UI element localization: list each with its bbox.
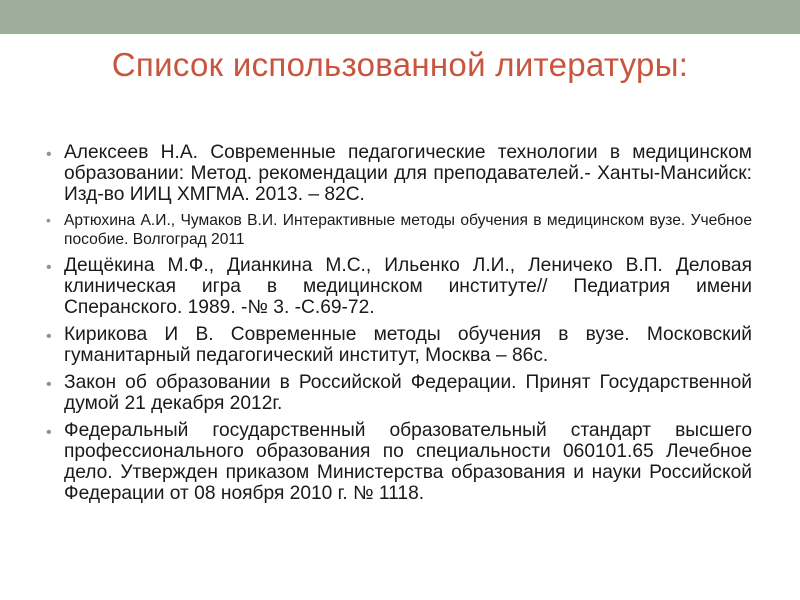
reference-text: Артюхина А.И., Чумаков В.И. Интерактивные методы обучения в медицинском вузе. Учебное пособие. Волгоград 2011 (64, 212, 752, 248)
reference-text: Алексеев Н.А. Современные педагогические технологии в медицинском образовании: Метод. рекомендации для преподавателей.- Ханты-Мансийск: Изд-во ИИЦ ХМГМА. 2013. – 82С. (64, 142, 752, 205)
reference-item (46, 211, 752, 249)
reference-item (46, 255, 752, 318)
bullet-icon: • (46, 424, 52, 441)
bullet-icon: • (46, 259, 52, 276)
reference-text: Федеральный государственный образовательный стандарт высшего профессионального образования по специальности 060101.65 Лечебное дело. Утвержден приказом Министерства образования и науки Российской Федерации от 08 ноября 2010 г. № 1118. (64, 420, 752, 504)
top-decorative-bar (0, 0, 800, 34)
slide-title: Список использованной литературы: (111, 46, 689, 83)
bullet-icon: • (46, 376, 52, 393)
reference-text: Дещёкина М.Ф., Дианкина М.С., Ильенко Л.И., Леничеко В.П. Деловая клиническая игра в медицинском институте// Педиатрия имени Сперанского. 1989. -№ 3. -С.69-72. (64, 255, 752, 318)
reference-text: Кирикова И В. Современные методы обучения в вузе. Московский гуманитарный педагогический институт, Москва – 86с. (64, 324, 752, 366)
reference-item (46, 420, 752, 504)
bullet-icon: • (46, 328, 52, 345)
reference-item (46, 324, 752, 366)
bullet-icon: • (46, 212, 51, 228)
reference-item (46, 372, 752, 414)
reference-item (46, 142, 752, 205)
reference-list (46, 142, 752, 510)
bullet-icon: • (46, 146, 52, 163)
reference-text: Закон об образовании в Российской Федерации. Принят Государственной думой 21 декабря 2012г. (64, 372, 752, 414)
top-bar-divider (0, 34, 800, 38)
